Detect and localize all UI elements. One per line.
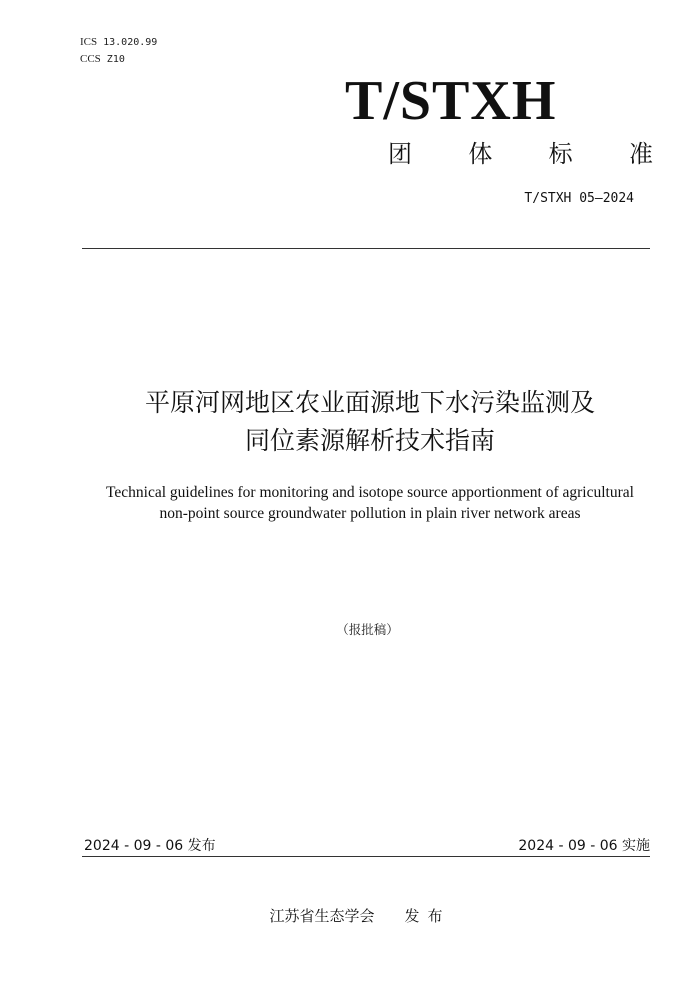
category-char: 准 xyxy=(628,140,653,168)
implementation-date: 2024 - 09 - 06 实施 xyxy=(518,838,650,854)
ccs-row xyxy=(80,51,157,68)
ics-row xyxy=(80,34,157,51)
english-title-line: non-point source groundwater pollution in plain river network areas xyxy=(159,505,581,522)
standard-category xyxy=(388,134,653,169)
draft-stage-note: （报批稿） xyxy=(336,622,399,637)
publisher-name: 江苏省生态学会 xyxy=(269,907,375,925)
category-char: 团 xyxy=(388,140,412,168)
category-char: 标 xyxy=(548,140,573,168)
chinese-title-line: 同位素源解析技术指南 xyxy=(244,426,495,455)
english-title-line: Technical guidelines for monitoring and isotope source apportionment of agricultural xyxy=(106,484,634,501)
ics-value: 13.020.99 xyxy=(103,37,158,48)
category-char: 体 xyxy=(468,140,493,168)
chinese-title-line: 平原河网地区农业面源地下水污染监测及 xyxy=(144,388,595,417)
ics-label: ICS xyxy=(80,36,98,48)
publisher xyxy=(0,905,700,926)
standard-number: T/STXH 05—2024 xyxy=(524,191,634,206)
chinese-title xyxy=(60,384,680,460)
bottom-divider xyxy=(82,856,650,857)
ccs-value: Z10 xyxy=(106,54,125,65)
issue-date: 2024 - 09 - 06 发布 xyxy=(84,838,216,854)
english-title xyxy=(60,482,680,524)
org-code-logo: T/STXH xyxy=(345,70,557,132)
classification-codes xyxy=(80,34,157,68)
top-divider xyxy=(82,248,650,249)
publisher-action: 发布 xyxy=(404,907,451,925)
ccs-label: CCS xyxy=(80,53,101,65)
